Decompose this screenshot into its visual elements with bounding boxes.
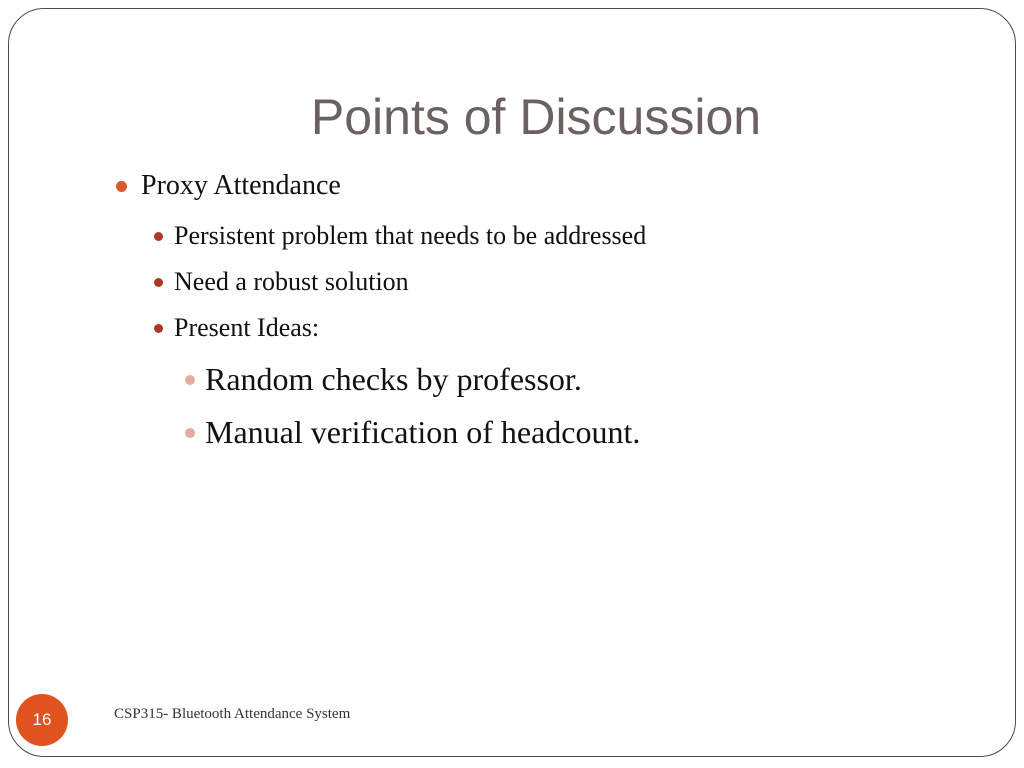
bullet-dot-icon [154, 324, 163, 333]
bullet-item-manual-verification [185, 414, 640, 451]
footer-text: CSP315- Bluetooth Attendance System [114, 706, 351, 722]
slide-title: Points of Discussion [310, 89, 762, 145]
bullet-dot-icon [185, 375, 195, 385]
bullet-text: Persistent problem that needs to be addressed [174, 221, 647, 250]
bullet-text: Proxy Attendance [141, 170, 341, 201]
bullet-item-proxy-attendance [116, 170, 341, 202]
bullet-text: Random checks by professor. [205, 361, 582, 397]
bullet-item-random-checks [185, 361, 582, 398]
bullet-item-persistent-problem [154, 221, 646, 251]
bullet-dot-icon [116, 181, 127, 192]
bullet-text: Manual verification of headcount. [205, 414, 641, 450]
page-number-badge: 16 [16, 694, 68, 746]
bullet-dot-icon [154, 232, 163, 241]
bullet-item-robust-solution [154, 267, 409, 297]
bullet-text: Present Ideas: [174, 313, 320, 342]
bullet-text: Need a robust solution [174, 267, 409, 296]
bullet-item-present-ideas [154, 313, 319, 343]
bullet-dot-icon [154, 278, 163, 287]
bullet-dot-icon [185, 428, 195, 438]
